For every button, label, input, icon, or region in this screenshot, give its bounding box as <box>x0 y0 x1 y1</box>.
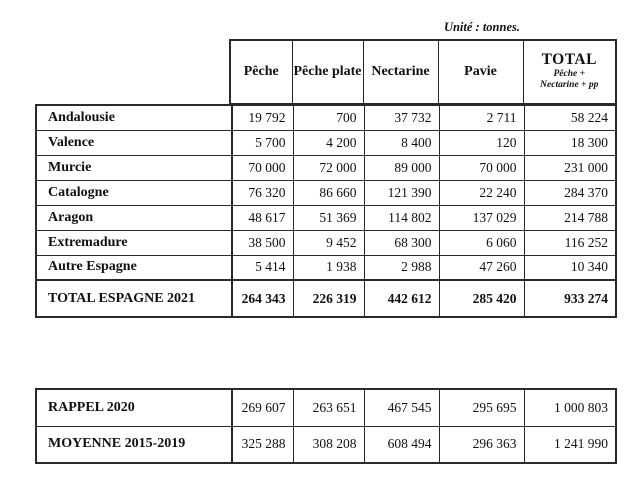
value-cell: 1 241 990 <box>524 426 616 463</box>
col-header-total <box>523 40 616 104</box>
total-row-label: TOTAL ESPAGNE 2021 <box>36 280 232 317</box>
col-header-peche: Pêche <box>230 40 292 104</box>
value-cell: 70 000 <box>232 155 293 180</box>
value-cell: 120 <box>439 130 524 155</box>
value-cell: 2 988 <box>364 255 439 280</box>
summary-row-rappel <box>36 389 616 426</box>
value-cell: 137 029 <box>439 205 524 230</box>
value-cell: 442 612 <box>364 280 439 317</box>
value-cell: 5 700 <box>232 130 293 155</box>
value-cell: 114 802 <box>364 205 439 230</box>
col-header-nectarine: Nectarine <box>363 40 438 104</box>
value-cell: 214 788 <box>524 205 616 230</box>
value-cell: 264 343 <box>232 280 293 317</box>
value-cell: 10 340 <box>524 255 616 280</box>
value-cell: 86 660 <box>293 180 364 205</box>
value-cell: 325 288 <box>232 426 293 463</box>
value-cell: 308 208 <box>293 426 364 463</box>
table-row <box>36 105 616 130</box>
value-cell: 608 494 <box>364 426 439 463</box>
value-cell: 263 651 <box>293 389 364 426</box>
region-label: Valence <box>36 130 232 155</box>
value-cell: 72 000 <box>293 155 364 180</box>
value-cell: 284 370 <box>524 180 616 205</box>
value-cell: 285 420 <box>439 280 524 317</box>
value-cell: 5 414 <box>232 255 293 280</box>
value-cell: 933 274 <box>524 280 616 317</box>
summary-table <box>35 388 617 464</box>
value-cell: 18 300 <box>524 130 616 155</box>
region-label: Aragon <box>36 205 232 230</box>
value-cell: 4 200 <box>293 130 364 155</box>
total-header-subtitle-2: Nectarine + pp <box>540 80 599 91</box>
value-cell: 22 240 <box>439 180 524 205</box>
value-cell: 89 000 <box>364 155 439 180</box>
column-header-table <box>229 39 617 105</box>
value-cell: 226 319 <box>293 280 364 317</box>
region-label: Andalousie <box>36 105 232 130</box>
value-cell: 231 000 <box>524 155 616 180</box>
total-row <box>36 280 616 317</box>
value-cell: 1 000 803 <box>524 389 616 426</box>
region-label: Murcie <box>36 155 232 180</box>
header-row <box>230 40 616 104</box>
value-cell: 47 260 <box>439 255 524 280</box>
value-cell: 2 711 <box>439 105 524 130</box>
summary-label: MOYENNE 2015-2019 <box>36 426 232 463</box>
value-cell: 37 732 <box>364 105 439 130</box>
value-cell: 70 000 <box>439 155 524 180</box>
value-cell: 296 363 <box>439 426 524 463</box>
unit-label: Unité : tonnes. <box>443 20 520 34</box>
value-cell: 467 545 <box>364 389 439 426</box>
summary-label: RAPPEL 2020 <box>36 389 232 426</box>
table-row <box>36 205 616 230</box>
table-row <box>36 130 616 155</box>
value-cell: 1 938 <box>293 255 364 280</box>
total-header-title: TOTAL <box>541 51 597 69</box>
value-cell: 19 792 <box>232 105 293 130</box>
value-cell: 38 500 <box>232 230 293 255</box>
col-header-pavie: Pavie <box>438 40 523 104</box>
value-cell: 68 300 <box>364 230 439 255</box>
value-cell: 8 400 <box>364 130 439 155</box>
value-cell: 51 369 <box>293 205 364 230</box>
table-row <box>36 155 616 180</box>
table-row <box>36 180 616 205</box>
value-cell: 9 452 <box>293 230 364 255</box>
summary-row-moyenne <box>36 426 616 463</box>
table-row <box>36 255 616 280</box>
total-header-subtitle-1: Pêche + <box>553 68 586 79</box>
value-cell: 6 060 <box>439 230 524 255</box>
value-cell: 116 252 <box>524 230 616 255</box>
value-cell: 48 617 <box>232 205 293 230</box>
table-row <box>36 230 616 255</box>
value-cell: 58 224 <box>524 105 616 130</box>
value-cell: 269 607 <box>232 389 293 426</box>
value-cell: 121 390 <box>364 180 439 205</box>
region-label: Extremadure <box>36 230 232 255</box>
region-label: Autre Espagne <box>36 255 232 280</box>
region-label: Catalogne <box>36 180 232 205</box>
regions-table <box>35 104 617 318</box>
value-cell: 700 <box>293 105 364 130</box>
value-cell: 295 695 <box>439 389 524 426</box>
col-header-peche-plate: Pêche plate <box>292 40 363 104</box>
value-cell: 76 320 <box>232 180 293 205</box>
